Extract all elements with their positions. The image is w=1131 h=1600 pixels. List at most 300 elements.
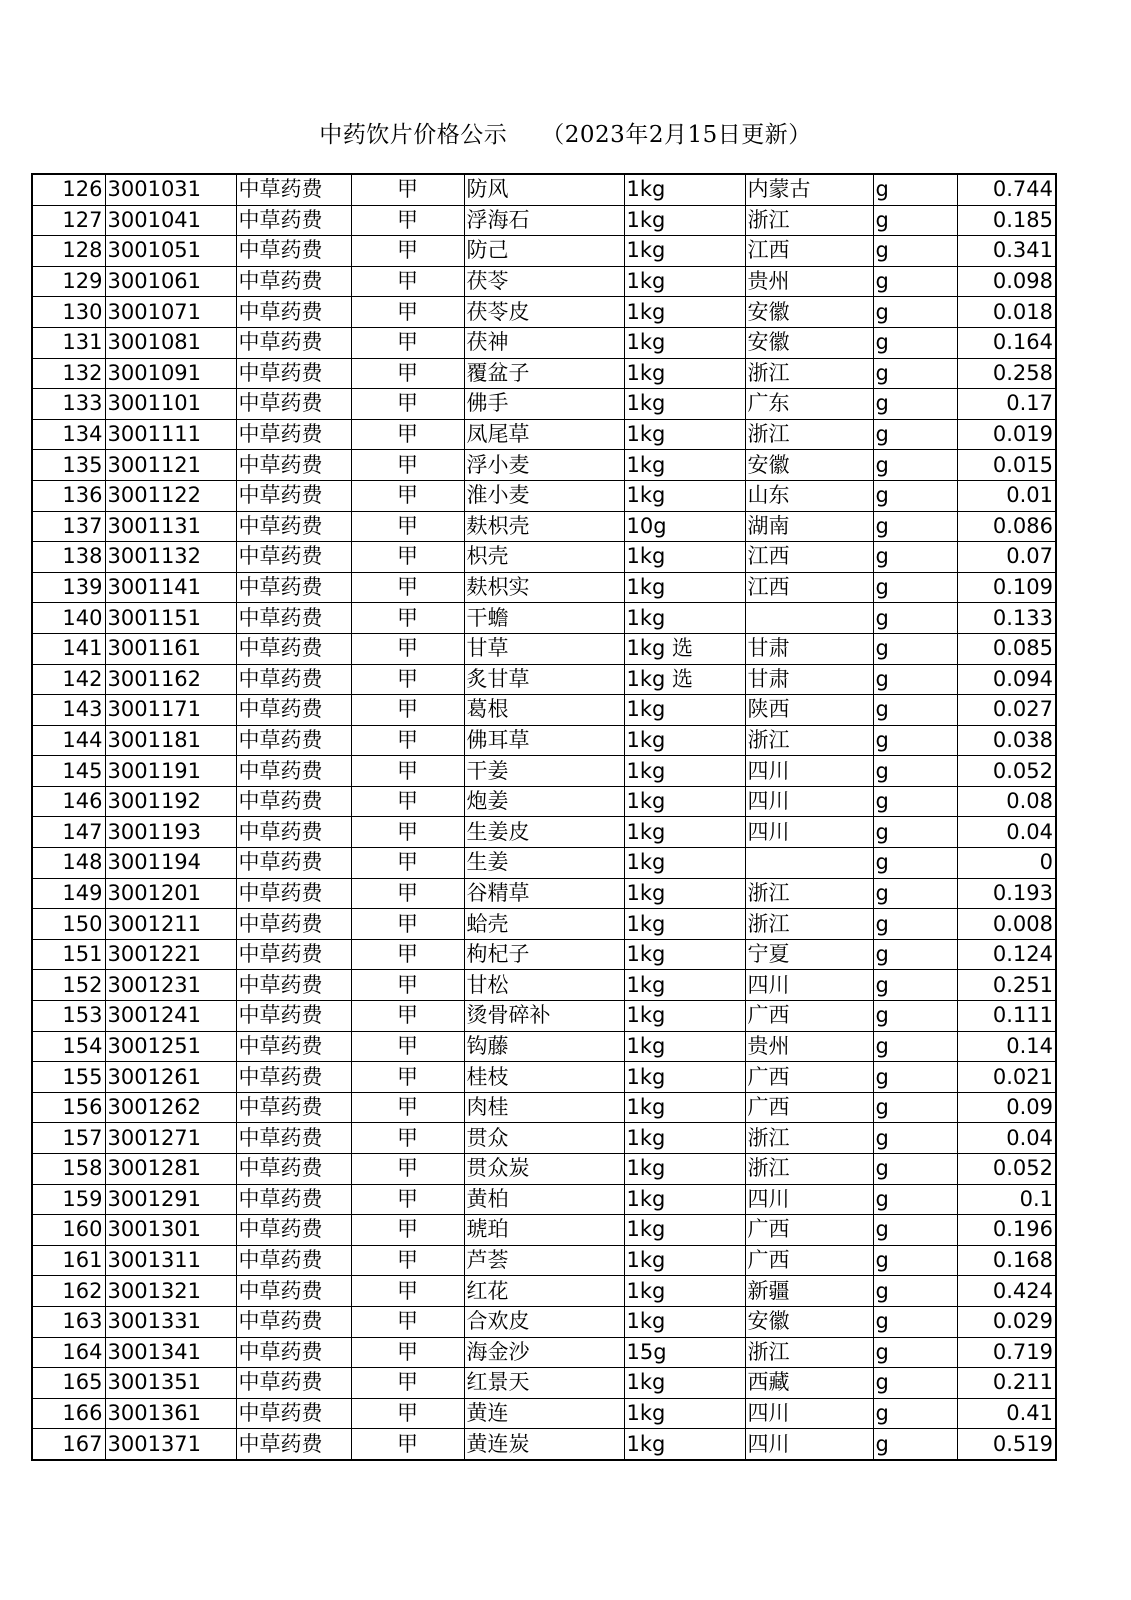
unit-cell: g <box>873 1123 957 1154</box>
unit-price-cell: 0.094 <box>957 664 1056 695</box>
unit-price-cell: 0.019 <box>957 419 1056 450</box>
fee-category-cell: 中草药费 <box>236 1062 351 1093</box>
unit-cell: g <box>873 1306 957 1337</box>
fee-category-cell: 中草药费 <box>236 1398 351 1429</box>
specification-cell: 1kg <box>624 1245 745 1276</box>
item-code-cell: 3001081 <box>105 327 236 358</box>
unit-price-cell: 0.185 <box>957 205 1056 236</box>
unit-cell: g <box>873 1001 957 1032</box>
insurance-class-cell: 甲 <box>351 1031 464 1062</box>
specification-cell: 1kg <box>624 939 745 970</box>
title-date: （2023年2月15日更新） <box>541 122 812 148</box>
item-code-cell: 3001194 <box>105 848 236 879</box>
item-code-cell: 3001131 <box>105 511 236 542</box>
row-number-cell: 128 <box>32 236 105 267</box>
specification-cell: 1kg <box>624 786 745 817</box>
table-row <box>32 1368 1056 1399</box>
origin-cell: 四川 <box>745 786 873 817</box>
specification-cell: 1kg <box>624 419 745 450</box>
table-row <box>32 970 1056 1001</box>
table-row <box>32 174 1056 205</box>
herb-name-cell: 浮小麦 <box>464 450 624 481</box>
table-row <box>32 1001 1056 1032</box>
row-number-cell: 144 <box>32 725 105 756</box>
unit-cell: g <box>873 756 957 787</box>
origin-cell: 内蒙古 <box>745 174 873 205</box>
row-number-cell: 153 <box>32 1001 105 1032</box>
unit-cell: g <box>873 511 957 542</box>
fee-category-cell: 中草药费 <box>236 695 351 726</box>
herb-name-cell: 黄柏 <box>464 1184 624 1215</box>
item-code-cell: 3001241 <box>105 1001 236 1032</box>
unit-price-cell: 0.038 <box>957 725 1056 756</box>
row-number-cell: 157 <box>32 1123 105 1154</box>
fee-category-cell: 中草药费 <box>236 450 351 481</box>
table-row <box>32 1276 1056 1307</box>
unit-price-cell: 0.018 <box>957 297 1056 328</box>
row-number-cell: 135 <box>32 450 105 481</box>
row-number-cell: 137 <box>32 511 105 542</box>
unit-cell: g <box>873 1398 957 1429</box>
item-code-cell: 3001171 <box>105 695 236 726</box>
row-number-cell: 129 <box>32 266 105 297</box>
herb-name-cell: 佛耳草 <box>464 725 624 756</box>
unit-cell: g <box>873 1184 957 1215</box>
unit-price-cell: 0.193 <box>957 878 1056 909</box>
herb-name-cell: 佛手 <box>464 389 624 420</box>
insurance-class-cell: 甲 <box>351 1001 464 1032</box>
insurance-class-cell: 甲 <box>351 756 464 787</box>
specification-cell: 1kg <box>624 297 745 328</box>
fee-category-cell: 中草药费 <box>236 572 351 603</box>
row-number-cell: 151 <box>32 939 105 970</box>
table-row <box>32 1429 1056 1460</box>
fee-category-cell: 中草药费 <box>236 205 351 236</box>
unit-cell: g <box>873 1368 957 1399</box>
unit-cell: g <box>873 205 957 236</box>
row-number-cell: 152 <box>32 970 105 1001</box>
insurance-class-cell: 甲 <box>351 664 464 695</box>
herb-name-cell: 茯神 <box>464 327 624 358</box>
fee-category-cell: 中草药费 <box>236 1245 351 1276</box>
item-code-cell: 3001201 <box>105 878 236 909</box>
table-row <box>32 878 1056 909</box>
specification-cell: 1kg 选 <box>624 664 745 695</box>
origin-cell: 江西 <box>745 572 873 603</box>
origin-cell: 甘肃 <box>745 633 873 664</box>
table-row <box>32 511 1056 542</box>
unit-price-cell: 0.021 <box>957 1062 1056 1093</box>
herb-name-cell: 凤尾草 <box>464 419 624 450</box>
insurance-class-cell: 甲 <box>351 572 464 603</box>
table-row <box>32 1245 1056 1276</box>
herb-name-cell: 贯众炭 <box>464 1154 624 1185</box>
page-title <box>0 116 1131 149</box>
row-number-cell: 156 <box>32 1092 105 1123</box>
specification-cell: 10g <box>624 511 745 542</box>
unit-cell: g <box>873 236 957 267</box>
specification-cell: 1kg <box>624 1062 745 1093</box>
insurance-class-cell: 甲 <box>351 695 464 726</box>
origin-cell: 安徽 <box>745 297 873 328</box>
fee-category-cell: 中草药费 <box>236 1092 351 1123</box>
row-number-cell: 134 <box>32 419 105 450</box>
item-code-cell: 3001321 <box>105 1276 236 1307</box>
insurance-class-cell: 甲 <box>351 817 464 848</box>
herb-name-cell: 谷精草 <box>464 878 624 909</box>
unit-cell: g <box>873 939 957 970</box>
unit-cell: g <box>873 358 957 389</box>
unit-price-cell: 0.168 <box>957 1245 1056 1276</box>
fee-category-cell: 中草药费 <box>236 603 351 634</box>
origin-cell: 广西 <box>745 1092 873 1123</box>
origin-cell: 安徽 <box>745 327 873 358</box>
fee-category-cell: 中草药费 <box>236 389 351 420</box>
fee-category-cell: 中草药费 <box>236 1306 351 1337</box>
insurance-class-cell: 甲 <box>351 1429 464 1460</box>
item-code-cell: 3001061 <box>105 266 236 297</box>
origin-cell <box>745 848 873 879</box>
unit-price-cell: 0.027 <box>957 695 1056 726</box>
insurance-class-cell: 甲 <box>351 1368 464 1399</box>
row-number-cell: 145 <box>32 756 105 787</box>
unit-cell: g <box>873 419 957 450</box>
specification-cell: 1kg <box>624 1123 745 1154</box>
origin-cell: 贵州 <box>745 1031 873 1062</box>
row-number-cell: 167 <box>32 1429 105 1460</box>
table-row <box>32 1398 1056 1429</box>
herb-name-cell: 合欢皮 <box>464 1306 624 1337</box>
table-row <box>32 419 1056 450</box>
unit-price-cell: 0.04 <box>957 817 1056 848</box>
origin-cell <box>745 603 873 634</box>
unit-price-cell: 0.17 <box>957 389 1056 420</box>
unit-price-cell: 0.07 <box>957 542 1056 573</box>
fee-category-cell: 中草药费 <box>236 1337 351 1368</box>
origin-cell: 浙江 <box>745 909 873 940</box>
unit-price-cell: 0.519 <box>957 1429 1056 1460</box>
insurance-class-cell: 甲 <box>351 1215 464 1246</box>
origin-cell: 四川 <box>745 1429 873 1460</box>
table-row <box>32 542 1056 573</box>
herb-name-cell: 肉桂 <box>464 1092 624 1123</box>
insurance-class-cell: 甲 <box>351 1092 464 1123</box>
insurance-class-cell: 甲 <box>351 1062 464 1093</box>
specification-cell: 1kg <box>624 909 745 940</box>
fee-category-cell: 中草药费 <box>236 848 351 879</box>
item-code-cell: 3001091 <box>105 358 236 389</box>
table-row <box>32 205 1056 236</box>
unit-cell: g <box>873 695 957 726</box>
unit-cell: g <box>873 1154 957 1185</box>
specification-cell: 15g <box>624 1337 745 1368</box>
unit-price-cell: 0.133 <box>957 603 1056 634</box>
specification-cell: 1kg <box>624 572 745 603</box>
table-row <box>32 695 1056 726</box>
table-row <box>32 633 1056 664</box>
origin-cell: 浙江 <box>745 725 873 756</box>
specification-cell: 1kg <box>624 174 745 205</box>
insurance-class-cell: 甲 <box>351 236 464 267</box>
table-row <box>32 358 1056 389</box>
unit-cell: g <box>873 1276 957 1307</box>
herb-name-cell: 芦荟 <box>464 1245 624 1276</box>
unit-price-cell: 0.029 <box>957 1306 1056 1337</box>
unit-price-cell: 0.1 <box>957 1184 1056 1215</box>
unit-price-cell: 0.744 <box>957 174 1056 205</box>
table-row <box>32 1092 1056 1123</box>
fee-category-cell: 中草药费 <box>236 633 351 664</box>
unit-price-cell: 0.719 <box>957 1337 1056 1368</box>
item-code-cell: 3001262 <box>105 1092 236 1123</box>
unit-cell: g <box>873 1245 957 1276</box>
specification-cell: 1kg <box>624 450 745 481</box>
insurance-class-cell: 甲 <box>351 1276 464 1307</box>
herb-name-cell: 炙甘草 <box>464 664 624 695</box>
herb-name-cell: 茯苓 <box>464 266 624 297</box>
unit-price-cell: 0.052 <box>957 1154 1056 1185</box>
specification-cell: 1kg <box>624 358 745 389</box>
unit-price-cell: 0.424 <box>957 1276 1056 1307</box>
insurance-class-cell: 甲 <box>351 1154 464 1185</box>
insurance-class-cell: 甲 <box>351 389 464 420</box>
row-number-cell: 139 <box>32 572 105 603</box>
unit-cell: g <box>873 1062 957 1093</box>
title-main: 中药饮片价格公示 <box>319 122 508 148</box>
row-number-cell: 133 <box>32 389 105 420</box>
herb-name-cell: 枸杞子 <box>464 939 624 970</box>
price-table <box>31 173 1057 1461</box>
fee-category-cell: 中草药费 <box>236 1429 351 1460</box>
herb-name-cell: 钩藤 <box>464 1031 624 1062</box>
insurance-class-cell: 甲 <box>351 480 464 511</box>
origin-cell: 江西 <box>745 542 873 573</box>
herb-name-cell: 红花 <box>464 1276 624 1307</box>
row-number-cell: 163 <box>32 1306 105 1337</box>
specification-cell: 1kg <box>624 236 745 267</box>
unit-cell: g <box>873 786 957 817</box>
item-code-cell: 3001181 <box>105 725 236 756</box>
table-row <box>32 664 1056 695</box>
table-row <box>32 603 1056 634</box>
origin-cell: 新疆 <box>745 1276 873 1307</box>
origin-cell: 浙江 <box>745 1123 873 1154</box>
row-number-cell: 166 <box>32 1398 105 1429</box>
table-row <box>32 725 1056 756</box>
unit-price-cell: 0 <box>957 848 1056 879</box>
origin-cell: 湖南 <box>745 511 873 542</box>
herb-name-cell: 黄连 <box>464 1398 624 1429</box>
unit-price-cell: 0.341 <box>957 236 1056 267</box>
table-row <box>32 848 1056 879</box>
specification-cell: 1kg <box>624 1092 745 1123</box>
unit-cell: g <box>873 1092 957 1123</box>
insurance-class-cell: 甲 <box>351 970 464 1001</box>
table-row <box>32 1306 1056 1337</box>
item-code-cell: 3001231 <box>105 970 236 1001</box>
unit-price-cell: 0.14 <box>957 1031 1056 1062</box>
herb-name-cell: 麸枳壳 <box>464 511 624 542</box>
specification-cell: 1kg <box>624 1184 745 1215</box>
table-body <box>32 174 1056 1460</box>
fee-category-cell: 中草药费 <box>236 542 351 573</box>
row-number-cell: 146 <box>32 786 105 817</box>
fee-category-cell: 中草药费 <box>236 939 351 970</box>
origin-cell: 广东 <box>745 389 873 420</box>
origin-cell: 江西 <box>745 236 873 267</box>
specification-cell: 1kg <box>624 1001 745 1032</box>
unit-cell: g <box>873 297 957 328</box>
unit-cell: g <box>873 1429 957 1460</box>
row-number-cell: 138 <box>32 542 105 573</box>
unit-cell: g <box>873 848 957 879</box>
item-code-cell: 3001191 <box>105 756 236 787</box>
insurance-class-cell: 甲 <box>351 939 464 970</box>
specification-cell: 1kg <box>624 1215 745 1246</box>
fee-category-cell: 中草药费 <box>236 358 351 389</box>
origin-cell: 广西 <box>745 1001 873 1032</box>
item-code-cell: 3001111 <box>105 419 236 450</box>
row-number-cell: 161 <box>32 1245 105 1276</box>
insurance-class-cell: 甲 <box>351 603 464 634</box>
insurance-class-cell: 甲 <box>351 1184 464 1215</box>
origin-cell: 宁夏 <box>745 939 873 970</box>
unit-cell: g <box>873 450 957 481</box>
herb-name-cell: 琥珀 <box>464 1215 624 1246</box>
insurance-class-cell: 甲 <box>351 725 464 756</box>
item-code-cell: 3001031 <box>105 174 236 205</box>
origin-cell: 四川 <box>745 1184 873 1215</box>
item-code-cell: 3001101 <box>105 389 236 420</box>
specification-cell: 1kg <box>624 695 745 726</box>
item-code-cell: 3001141 <box>105 572 236 603</box>
fee-category-cell: 中草药费 <box>236 1368 351 1399</box>
specification-cell: 1kg <box>624 1398 745 1429</box>
item-code-cell: 3001041 <box>105 205 236 236</box>
herb-name-cell: 干姜 <box>464 756 624 787</box>
row-number-cell: 155 <box>32 1062 105 1093</box>
fee-category-cell: 中草药费 <box>236 1154 351 1185</box>
item-code-cell: 3001121 <box>105 450 236 481</box>
fee-category-cell: 中草药费 <box>236 664 351 695</box>
row-number-cell: 130 <box>32 297 105 328</box>
insurance-class-cell: 甲 <box>351 297 464 328</box>
row-number-cell: 132 <box>32 358 105 389</box>
item-code-cell: 3001132 <box>105 542 236 573</box>
herb-name-cell: 海金沙 <box>464 1337 624 1368</box>
table-row <box>32 1215 1056 1246</box>
fee-category-cell: 中草药费 <box>236 1001 351 1032</box>
herb-name-cell: 防风 <box>464 174 624 205</box>
fee-category-cell: 中草药费 <box>236 909 351 940</box>
origin-cell: 广西 <box>745 1062 873 1093</box>
fee-category-cell: 中草药费 <box>236 1031 351 1062</box>
fee-category-cell: 中草药费 <box>236 878 351 909</box>
insurance-class-cell: 甲 <box>351 1337 464 1368</box>
item-code-cell: 3001211 <box>105 909 236 940</box>
origin-cell: 四川 <box>745 970 873 1001</box>
insurance-class-cell: 甲 <box>351 633 464 664</box>
row-number-cell: 154 <box>32 1031 105 1062</box>
unit-cell: g <box>873 389 957 420</box>
herb-name-cell: 蛤壳 <box>464 909 624 940</box>
origin-cell: 广西 <box>745 1245 873 1276</box>
unit-price-cell: 0.196 <box>957 1215 1056 1246</box>
table-row <box>32 1154 1056 1185</box>
herb-name-cell: 防己 <box>464 236 624 267</box>
specification-cell: 1kg <box>624 327 745 358</box>
herb-name-cell: 红景天 <box>464 1368 624 1399</box>
unit-price-cell: 0.09 <box>957 1092 1056 1123</box>
table-row <box>32 817 1056 848</box>
specification-cell: 1kg <box>624 1429 745 1460</box>
unit-cell: g <box>873 970 957 1001</box>
herb-name-cell: 贯众 <box>464 1123 624 1154</box>
unit-cell: g <box>873 817 957 848</box>
unit-cell: g <box>873 725 957 756</box>
table-row <box>32 786 1056 817</box>
specification-cell: 1kg <box>624 266 745 297</box>
origin-cell: 山东 <box>745 480 873 511</box>
unit-cell: g <box>873 572 957 603</box>
herb-name-cell: 覆盆子 <box>464 358 624 389</box>
fee-category-cell: 中草药费 <box>236 725 351 756</box>
fee-category-cell: 中草药费 <box>236 480 351 511</box>
unit-price-cell: 0.098 <box>957 266 1056 297</box>
table-row <box>32 572 1056 603</box>
unit-price-cell: 0.258 <box>957 358 1056 389</box>
item-code-cell: 3001122 <box>105 480 236 511</box>
unit-price-cell: 0.41 <box>957 1398 1056 1429</box>
origin-cell: 四川 <box>745 1398 873 1429</box>
table-row <box>32 1123 1056 1154</box>
insurance-class-cell: 甲 <box>351 205 464 236</box>
unit-cell: g <box>873 480 957 511</box>
unit-price-cell: 0.08 <box>957 786 1056 817</box>
item-code-cell: 3001271 <box>105 1123 236 1154</box>
specification-cell: 1kg <box>624 1368 745 1399</box>
fee-category-cell: 中草药费 <box>236 786 351 817</box>
unit-cell: g <box>873 1337 957 1368</box>
insurance-class-cell: 甲 <box>351 1123 464 1154</box>
item-code-cell: 3001331 <box>105 1306 236 1337</box>
row-number-cell: 126 <box>32 174 105 205</box>
unit-price-cell: 0.086 <box>957 511 1056 542</box>
insurance-class-cell: 甲 <box>351 848 464 879</box>
herb-name-cell: 淮小麦 <box>464 480 624 511</box>
specification-cell: 1kg <box>624 1031 745 1062</box>
fee-category-cell: 中草药费 <box>236 817 351 848</box>
herb-name-cell: 炮姜 <box>464 786 624 817</box>
unit-price-cell: 0.251 <box>957 970 1056 1001</box>
unit-cell: g <box>873 174 957 205</box>
table-row <box>32 327 1056 358</box>
item-code-cell: 3001291 <box>105 1184 236 1215</box>
unit-price-cell: 0.111 <box>957 1001 1056 1032</box>
row-number-cell: 160 <box>32 1215 105 1246</box>
item-code-cell: 3001151 <box>105 603 236 634</box>
specification-cell: 1kg <box>624 205 745 236</box>
item-code-cell: 3001311 <box>105 1245 236 1276</box>
origin-cell: 贵州 <box>745 266 873 297</box>
insurance-class-cell: 甲 <box>351 450 464 481</box>
specification-cell: 1kg <box>624 970 745 1001</box>
item-code-cell: 3001161 <box>105 633 236 664</box>
unit-price-cell: 0.04 <box>957 1123 1056 1154</box>
origin-cell: 四川 <box>745 817 873 848</box>
table-row <box>32 756 1056 787</box>
insurance-class-cell: 甲 <box>351 266 464 297</box>
